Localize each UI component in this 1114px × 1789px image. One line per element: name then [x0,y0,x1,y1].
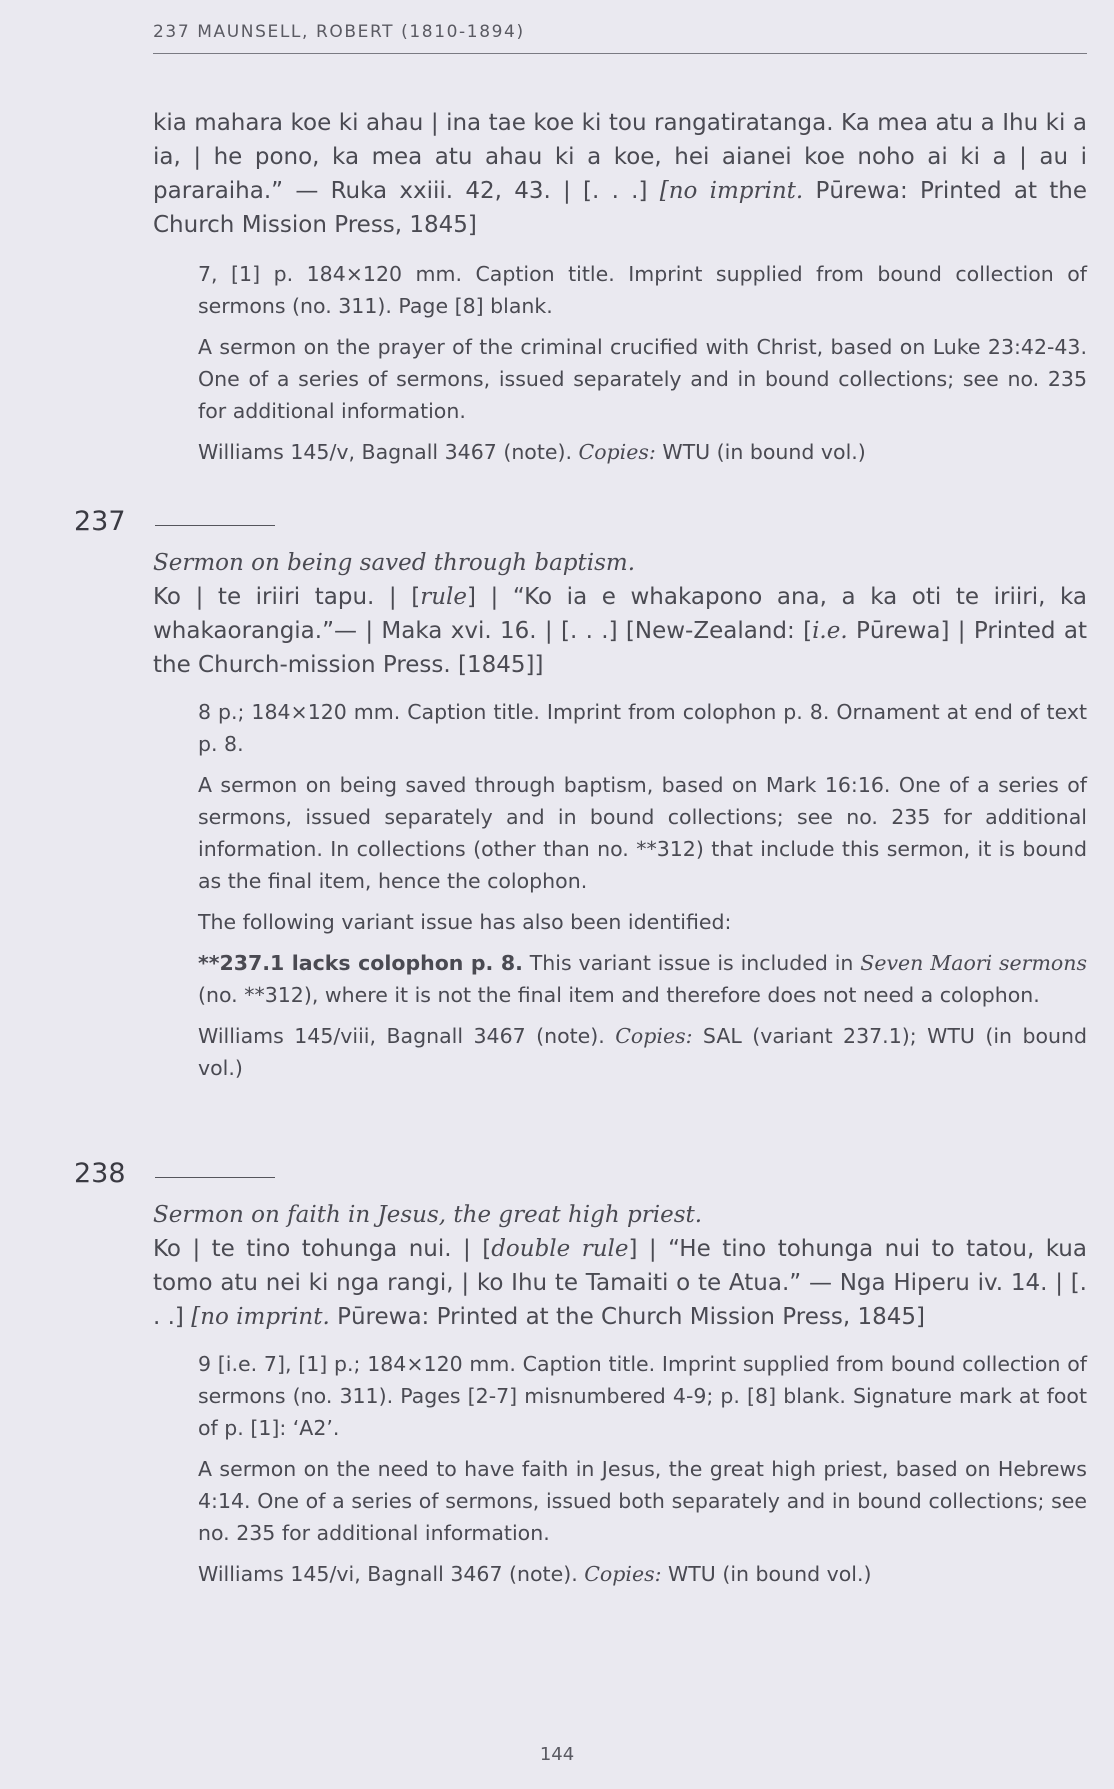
entry-236-references: Williams 145/v, Bagnall 3467 (note). Copies: WTU (in bound vol.) [198,440,866,464]
running-head: 237 MAUNSELL, ROBERT (1810-1894) [153,22,525,42]
entry-238 [153,1198,1087,1599]
entry-238-number: 238 [74,1158,126,1189]
entry-237-references: Williams 145/viii, Bagnall 3467 (note). Copies: SAL (variant 237.1); WTU (in bound vol.) [198,1024,1087,1080]
entry-236-continuation [153,106,1087,477]
entry-237 [153,546,1087,1093]
entry-237-variant-intro: The following variant issue has also been identified: [198,910,732,934]
entry-238-transcription: Ko | te tino tohunga nui. | [double rule] | “He tino tohunga nui to tatou, kua tomo atu nei ki nga rangi, | ko Ihu te Tamaiti o te Atua.” — Nga Hiperu iv. 14. | [. . .] [no imprint. Pūrewa: Printed at the Church Mission Press, 1845] [153,1236,1087,1330]
page-number: 144 [539,1744,575,1765]
entry-238-title: Sermon on faith in Jesus, the great high priest. [153,1202,703,1228]
entry-237-transcription: Ko | te iriiri tapu. | [rule] | “Ko ia e whakapono ana, a ka oti te iriiri, ka whakaorangia.”— | Maka xvi. 16. | [. . .] [New-Zealand: [i.e. Pūrewa] | Printed at the Church-mission Press. [1845]] [153,584,1087,678]
entry-238-references: Williams 145/vi, Bagnall 3467 (note). Copies: WTU (in bound vol.) [198,1562,872,1586]
entry-237-number: 237 [74,506,126,537]
entry-236-collation: 7, [1] p. 184×120 mm. Caption title. Imprint supplied from bound collection of sermons (no. 311). Page [8] blank. [198,262,1087,318]
header-rule [153,53,1087,54]
entry-238-note: A sermon on the need to have faith in Jesus, the great high priest, based on Hebrews 4:14. One of a series of sermons, issued both separately and in bound collections; see no. 235 for additional information. [198,1457,1087,1545]
entry-238-collation: 9 [i.e. 7], [1] p.; 184×120 mm. Caption title. Imprint supplied from bound collection of sermons (no. 311). Pages [2-7] misnumbered 4-9; p. [8] blank. Signature mark at foot of p. [1]: ‘A2’. [198,1352,1087,1440]
entry-236-title-continuation: kia mahara koe ki ahau | ina tae koe ki tou rangatiratanga. Ka mea atu a Ihu ki a ia, | he pono, ka mea atu ahau ki a koe, hei aianei koe noho ai ki a | au i pararaiha.” — Ruka xxiii. 42, 43. | [. . .] [no imprint. Pūrewa: Printed at the Church Mission Press, 1845] [153,110,1087,238]
entry-237-author-dash [155,525,275,526]
entry-236-note: A sermon on the prayer of the criminal crucified with Christ, based on Luke 23:42-43. One of a series of sermons, issued separately and in bound collections; see no. 235 for additional information. [198,335,1087,423]
entry-237-collation: 8 p.; 184×120 mm. Caption title. Imprint from colophon p. 8. Ornament at end of text p. 8. [198,700,1087,756]
entry-237-variant: **237.1 lacks colophon p. 8. This variant issue is included in Seven Maori sermons (no. **312), where it is not the final item and therefore does not need a colophon. [198,951,1087,1007]
entry-237-title: Sermon on being saved through baptism. [153,550,636,576]
entry-237-note: A sermon on being saved through baptism, based on Mark 16:16. One of a series of sermons, issued separately and in bound collections; see no. 235 for additional information. In collections (other than no. **312) that include this sermon, it is bound as the final item, hence the colophon. [198,773,1087,893]
entry-238-author-dash [155,1177,275,1178]
